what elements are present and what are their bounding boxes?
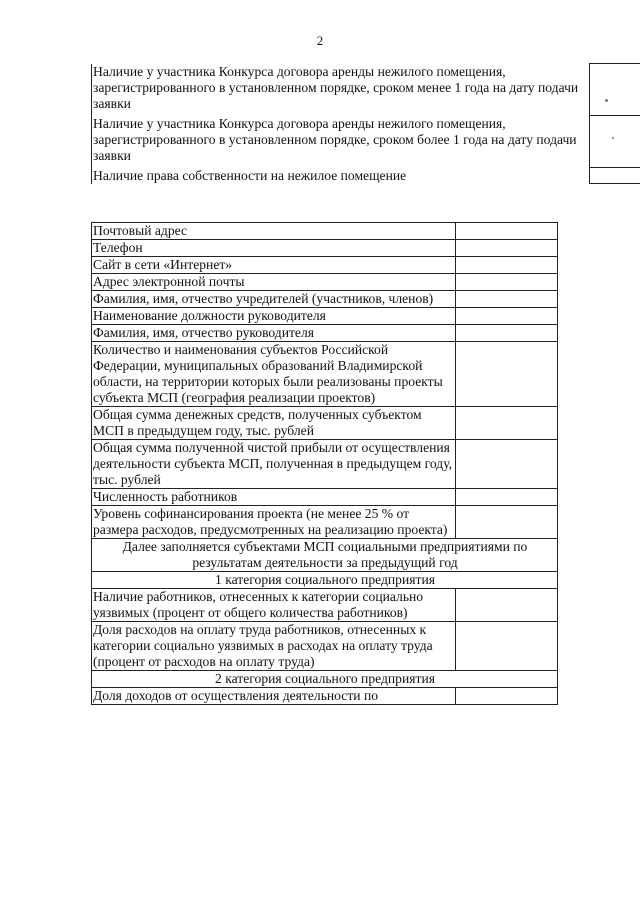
value-cell[interactable] — [456, 240, 558, 257]
table-row — [92, 688, 558, 705]
row-label: Фамилия, имя, отчество руководителя — [92, 325, 456, 342]
table-row — [92, 506, 558, 539]
category-header-row — [92, 671, 558, 688]
section-note: Далее заполняется субъектами МСП социальными предприятиями по результатам деятельности за предыдущий год — [92, 539, 558, 572]
table-row — [92, 116, 640, 168]
value-cell[interactable] — [456, 257, 558, 274]
value-cell[interactable] — [456, 308, 558, 325]
table-row — [92, 223, 558, 240]
value-cell[interactable] — [456, 274, 558, 291]
row-label: Общая сумма денежных средств, полученных субъектом МСП в предыдущем году, тыс. рублей — [92, 407, 456, 440]
table-row — [92, 589, 558, 622]
value-cell[interactable] — [456, 440, 558, 489]
category-header-row — [92, 572, 558, 589]
checkbox-cell[interactable] — [589, 168, 640, 184]
checkbox-cell[interactable] — [589, 116, 640, 168]
row-label: Доля доходов от осуществления деятельности по — [92, 688, 456, 705]
value-cell[interactable] — [456, 489, 558, 506]
row-label: Сайт в сети «Интернет» — [92, 257, 456, 274]
table-row — [92, 308, 558, 325]
row-label: Численность работников — [92, 489, 456, 506]
row-label: Общая сумма полученной чистой прибыли от осуществления деятельности субъекта МСП, полученная в предыдущем году, тыс. рублей — [92, 440, 456, 489]
table-row — [92, 291, 558, 308]
table-row — [92, 274, 558, 291]
applicant-info-table — [91, 222, 558, 705]
category-1-title: 1 категория социального предприятия — [92, 572, 558, 589]
value-cell[interactable] — [456, 622, 558, 671]
checkbox-cell[interactable] — [589, 64, 640, 116]
row-label: Телефон — [92, 240, 456, 257]
row-label: Адрес электронной почты — [92, 274, 456, 291]
table-row — [92, 622, 558, 671]
row-label: Уровень софинансирования проекта (не менее 25 % от размера расходов, предусмотренных на реализацию проекта) — [92, 506, 456, 539]
value-cell[interactable] — [456, 223, 558, 240]
table-row — [92, 407, 558, 440]
row-label: Доля расходов на оплату труда работников, отнесенных к категории социально уязвимых в расходах на оплату труда (процент от расходов на оплату труда) — [92, 622, 456, 671]
table-row — [92, 168, 640, 184]
value-cell[interactable] — [456, 342, 558, 407]
table-row — [92, 440, 558, 489]
scan-speck — [612, 137, 614, 139]
row-label: Фамилия, имя, отчество учредителей (участников, членов) — [92, 291, 456, 308]
page-number: 2 — [316, 33, 324, 48]
property-table — [91, 63, 640, 184]
row-label: Наименование должности руководителя — [92, 308, 456, 325]
table-row — [92, 325, 558, 342]
table-row — [92, 240, 558, 257]
row-label: Наличие работников, отнесенных к категории социально уязвимых (процент от общего количества работников) — [92, 589, 456, 622]
table-row — [92, 257, 558, 274]
value-cell[interactable] — [456, 407, 558, 440]
row-label: Наличие права собственности на нежилое помещение — [92, 168, 588, 184]
scan-speck — [605, 99, 608, 102]
row-label: Количество и наименования субъектов Российской Федерации, муниципальных образований Владимирской области, на территории которых были реализованы проекты субъекта МСП (география реализации проектов) — [92, 342, 456, 407]
value-cell[interactable] — [456, 506, 558, 539]
row-label: Наличие у участника Конкурса договора аренды нежилого помещения, зарегистрированного в установленном порядке, сроком более 1 года на дату подачи заявки — [92, 116, 588, 168]
value-cell[interactable] — [456, 589, 558, 622]
row-label: Почтовый адрес — [92, 223, 456, 240]
section-note-row — [92, 539, 558, 572]
table-row — [92, 64, 640, 116]
table-row — [92, 489, 558, 506]
value-cell[interactable] — [456, 688, 558, 705]
value-cell[interactable] — [456, 291, 558, 308]
row-label: Наличие у участника Конкурса договора аренды нежилого помещения, зарегистрированного в установленном порядке, сроком менее 1 года на дату подачи заявки — [92, 64, 588, 116]
value-cell[interactable] — [456, 325, 558, 342]
category-2-title: 2 категория социального предприятия — [92, 671, 558, 688]
table-row — [92, 342, 558, 407]
